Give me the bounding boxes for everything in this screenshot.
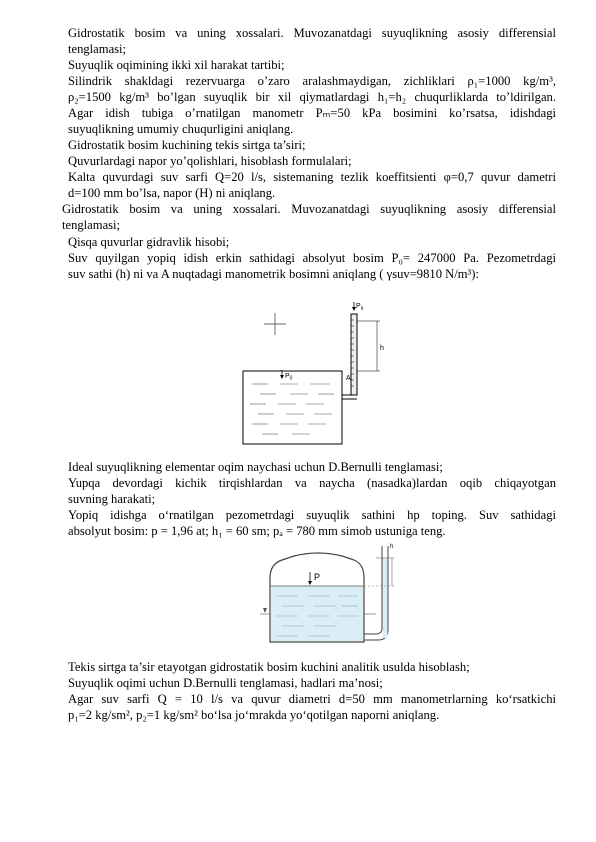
- text-line: Gidrostatik bosim kuchining tekis sirtga ta’siri;: [68, 138, 306, 152]
- text-line: Tekis sirtga ta’sir etayotgan gidrostatik bosim kuchini analitik usulda hisoblash;: [68, 660, 470, 674]
- tank-piezometer-figure: [240, 298, 400, 448]
- closed-vessel-figure: [258, 538, 398, 648]
- text-line: Gidrostatik bosim va uning xossalari. Muvozanatdagi suyuqlikning asosiy differensial: [62, 202, 556, 216]
- h-label: h: [380, 345, 384, 352]
- text-line: Kalta quvurdagi suv sarfi Q=20 l/s, sistemaning tezlik koeffitsienti φ=0,7 quvur dametri: [68, 170, 556, 184]
- h-label: h: [390, 544, 394, 550]
- text-line: suvning harakati;: [68, 492, 156, 506]
- text-line: tenglamasi;: [68, 42, 127, 56]
- text-line: p₁=2 kg/sm², p₂=1 kg/sm² bo‘lsa jo‘mrakda yo‘qotilgan naporni aniqlang.: [68, 708, 440, 722]
- text-line: Suyuqlik oqimi uchun D.Bernulli tenglamasi, hadlari ma’nosi;: [68, 676, 383, 690]
- text-line: ρ₂=1500 kg/m³ bo’lgan suyuqlik bir xil qiymatlardagi h₁=h₂ chuqurliklarda to’ldirilgan.: [68, 90, 556, 104]
- pa-label: $P_a$: [356, 303, 364, 312]
- text-line: Agar idish tubiga o’rnatilgan manometr Pₘ=50 kPa bosimini ko’rsatsa, idishdagi: [68, 106, 556, 120]
- text-line: d=100 mm bo’lsa, napor (H) ni aniqlang.: [68, 186, 276, 200]
- text-line: tenglamasi;: [62, 218, 121, 232]
- text-line: Yopiq idishga o‘rnatilgan pezometrdagi suyuqlik sathini hp toping. Suv sathidagi: [68, 508, 556, 522]
- text-line: suv sathi (h) ni va A nuqtadagi manometrik bosimni aniqlang ( γsuv=9810 N/m³):: [68, 267, 479, 281]
- text-line: Gidrostatik bosim va uning xossalari. Muvozanatdagi suyuqlikning asosiy differensial: [68, 26, 556, 40]
- text-line: Suyuqlik oqimining ikki xil harakat tartibi;: [68, 58, 285, 72]
- text-line: Yupqa devordagi kichik tirqishlardan va naycha (nasadka)lardan oqib chiqayotgan: [68, 476, 556, 490]
- text-line: suyuqlikning umumiy chuqurligini aniqlang.: [68, 122, 294, 136]
- p0-label: $P_0$: [285, 373, 293, 382]
- text-line: Quvurlardagi napor yo’qolishlari, hisoblash formulalari;: [68, 154, 352, 168]
- text-line: Agar suv sarfi Q = 10 l/s va quvur diametri d=50 mm manometrlarning ko‘rsatkichi: [68, 692, 556, 706]
- text-line: absolyut bosim: p = 1,96 at; h₁ = 60 sm; pₐ = 780 mm simob ustuniga teng.: [68, 524, 446, 538]
- text-line: Silindrik shakldagi rezervuarga o’zaro aralashmaydigan, zichliklari ρ₁=1000 kg/m³,: [68, 74, 556, 88]
- a-point-label: A: [346, 375, 351, 382]
- text-line: Suv quyilgan yopiq idish erkin sathidagi absolyut bosim P₀= 247000 Pa. Pezometrdagi: [68, 251, 556, 265]
- text-line: Qisqa quvurlar gidravlik hisobi;: [68, 235, 230, 249]
- text-line: Ideal suyuqlikning elementar oqim naychasi uchun D.Bernulli tenglamasi;: [68, 460, 443, 474]
- p-label: P: [314, 572, 321, 582]
